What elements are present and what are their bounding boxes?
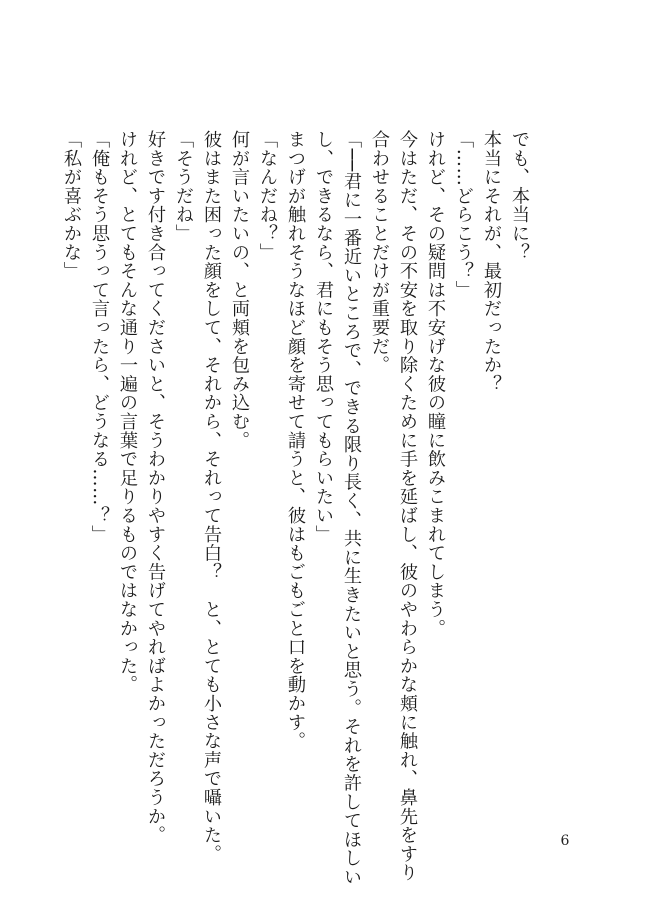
text-line-8: し、できるなら、君にもそう思ってもらいたい」 [313,130,334,544]
text-line-17: 「私が喜ぶかな」 [61,130,82,281]
text-line-7: 「──君に一番近いところで、できる限り長く、共に生きたいと思う。それを許してほしい [341,130,362,887]
text-line-15: けれど、とてもそんな通り一遍の言葉で足りるものではなかった。 [117,130,138,694]
text-line-14: 好きです付き合ってくださいと、そうわかりやすく告げてやればよかっただろうか。 [145,130,166,845]
text-line-13: 「そうだね」 [173,130,194,243]
text-line-4: けれど、その疑問は不安げな彼の瞳に飲みこまれてしまう。 [425,130,446,638]
text-line-12: 彼はまた困った顔をして、それから、それって告白？ と、とても小さな声で囁いた。 [201,130,222,864]
text-line-3: 「……どらこう？」 [453,130,474,300]
text-line-2: 本当にそれが、最初だったか？ [481,130,502,394]
text-line-11: 何が言いたいの、と両頬を包み込む。 [229,130,250,450]
page-number: 6 [560,833,570,849]
text-line-9: まつげが触れそうなほど顔を寄せて請うと、彼はもごもごと口を動かす。 [285,130,306,751]
text-line-16: 「俺もそう思うって言ったら、どうなる……？」 [89,130,110,544]
text-line-5: 今はただ、その不安を取り除くために手を延ばし、彼のやわらかな頬に触れ、鼻先をすり [397,130,418,882]
text-line-1: でも、本当に？ [509,130,530,262]
text-line-6: 合わせることだけが重要だ。 [369,130,390,375]
text-line-10: 「なんだね？」 [257,130,278,262]
